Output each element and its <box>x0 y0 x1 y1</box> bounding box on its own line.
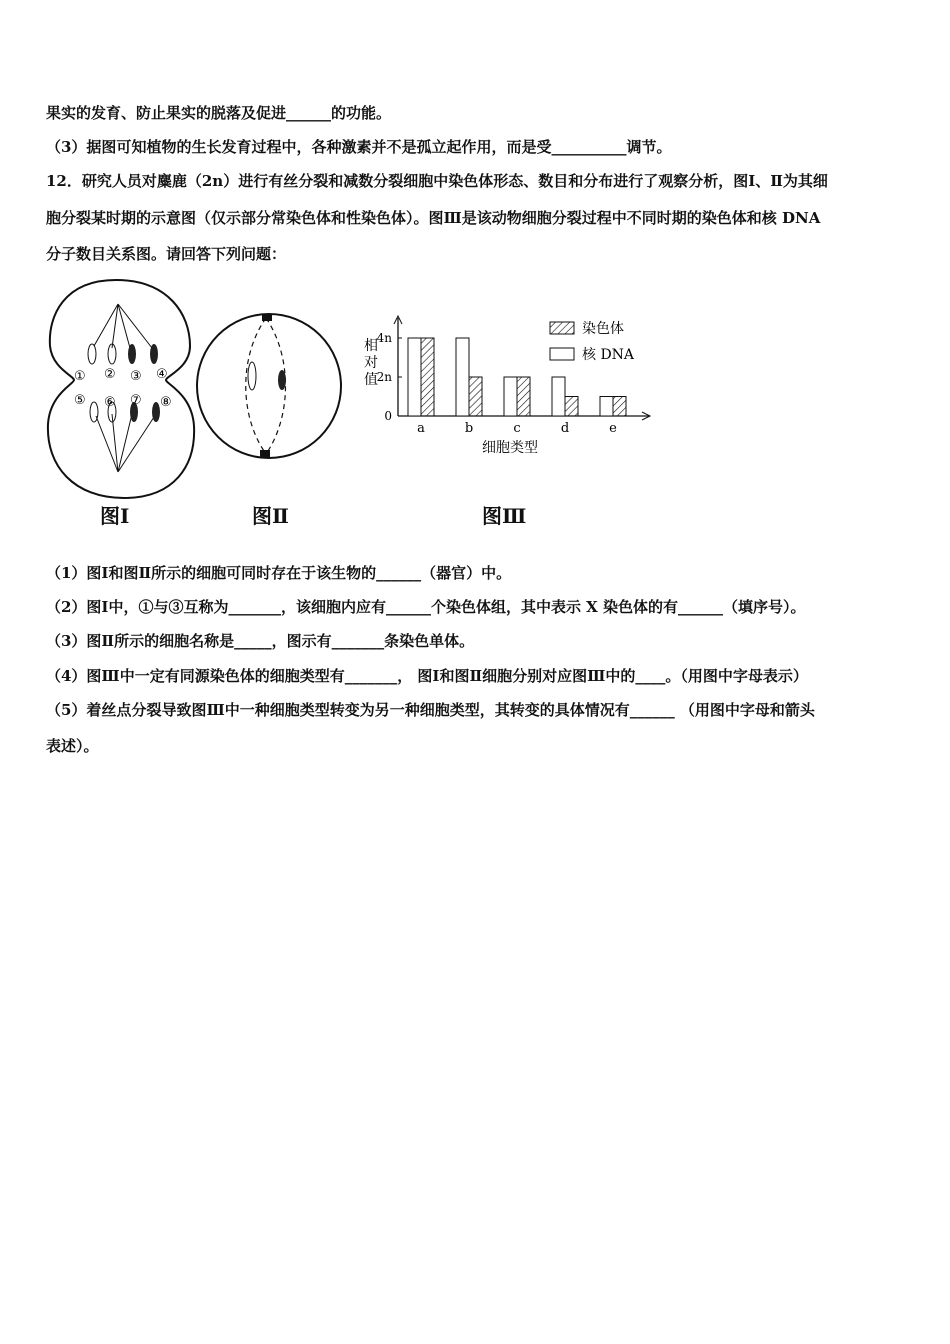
figure-1-caption: 图Ⅰ <box>100 504 130 528</box>
label-7: ⑦ <box>130 393 142 408</box>
sub-question-3: （3）图Ⅱ所示的细胞名称是_____，图示有_______条染色单体。 <box>46 632 475 650</box>
x-tick-label-a: a <box>417 421 425 436</box>
question-12-intro-2: 胞分裂某时期的示意图（仅示部分常染色体和性染色体）。图Ⅲ是该动物细胞分裂过程中不同时期的染色体和核 DNA <box>46 209 821 227</box>
legend-label-dna: 核 DNA <box>582 347 635 363</box>
x-tick-label-d: d <box>560 421 570 436</box>
sub-question-5: （5）着丝点分裂导致图Ⅲ中一种细胞类型转变为另一种细胞类型，其转变的具体情况有______ （用图中字母和箭头 <box>46 701 815 719</box>
label-8: ⑧ <box>160 395 172 410</box>
sub-question-1: （1）图Ⅰ和图Ⅱ所示的细胞可同时存在于该生物的______（器官）中。 <box>46 564 512 582</box>
bar-chromosome-d <box>565 397 578 417</box>
y-axis-label-char: 值 <box>364 372 378 388</box>
y-tick-label: 2n <box>376 370 392 384</box>
x-axis-label: 细胞类型 <box>482 440 538 456</box>
label-1: ① <box>74 369 86 384</box>
bar-dna-b <box>456 338 469 416</box>
legend-swatch-dna <box>550 348 574 360</box>
label-4: ④ <box>156 367 168 382</box>
bar-chromosome-c <box>517 377 530 416</box>
label-6: ⑥ <box>104 395 116 410</box>
figure-2-drawing <box>194 296 344 476</box>
y-tick-label: 0 <box>384 409 392 423</box>
x-tick-label-e: e <box>609 421 617 436</box>
y-axis-label-char: 相 <box>364 338 378 354</box>
figure-3-caption: 图Ⅲ <box>482 504 527 528</box>
bar-dna-c <box>504 377 517 416</box>
legend-label-chromosome: 染色体 <box>582 321 624 337</box>
y-tick-label: 4n <box>376 331 392 345</box>
y-axis-label-char: 对 <box>364 355 378 371</box>
sub-question-2: （2）图Ⅰ中，①与③互称为_______，该细胞内应有______个染色体组，其中表示 X 染色体的有______（填序号）。 <box>46 598 806 616</box>
x-tick-label-b: b <box>464 421 474 436</box>
bar-dna-e <box>600 397 613 417</box>
bar-chromosome-b <box>469 377 482 416</box>
question-3-line: （3）据图可知植物的生长发育过程中，各种激素并不是孤立起作用，而是受__________调节。 <box>46 138 672 156</box>
sub-question-4: （4）图Ⅲ中一定有同源染色体的细胞类型有_______， 图Ⅰ和图Ⅱ细胞分别对应图Ⅲ中的____。（用图中字母表示） <box>46 667 808 685</box>
question-12-intro-3: 分子数目关系图。请回答下列问题： <box>46 245 287 263</box>
label-2: ② <box>104 367 116 382</box>
figure-3-chart <box>350 308 680 498</box>
x-tick-label-c: c <box>513 421 521 436</box>
bar-chromosome-a <box>421 338 434 416</box>
text-line-1: 果实的发育、防止果实的脱落及促进______的功能。 <box>46 104 392 122</box>
legend-swatch-chromosome <box>550 322 574 334</box>
bar-dna-d <box>552 377 565 416</box>
label-3: ③ <box>130 369 142 384</box>
bar-dna-a <box>408 338 421 416</box>
figure-area <box>40 272 720 534</box>
label-5: ⑤ <box>74 393 86 408</box>
sub-question-5-cont: 表述）。 <box>46 737 99 755</box>
figure-1-drawing <box>44 276 204 506</box>
bar-chromosome-e <box>613 397 626 417</box>
figure-2-caption: 图Ⅱ <box>252 504 289 528</box>
question-12-intro-1: 12．研究人员对麋鹿（2n）进行有丝分裂和减数分裂细胞中染色体形态、数目和分布进行了观察分析，图Ⅰ、Ⅱ为其细 <box>46 172 828 190</box>
